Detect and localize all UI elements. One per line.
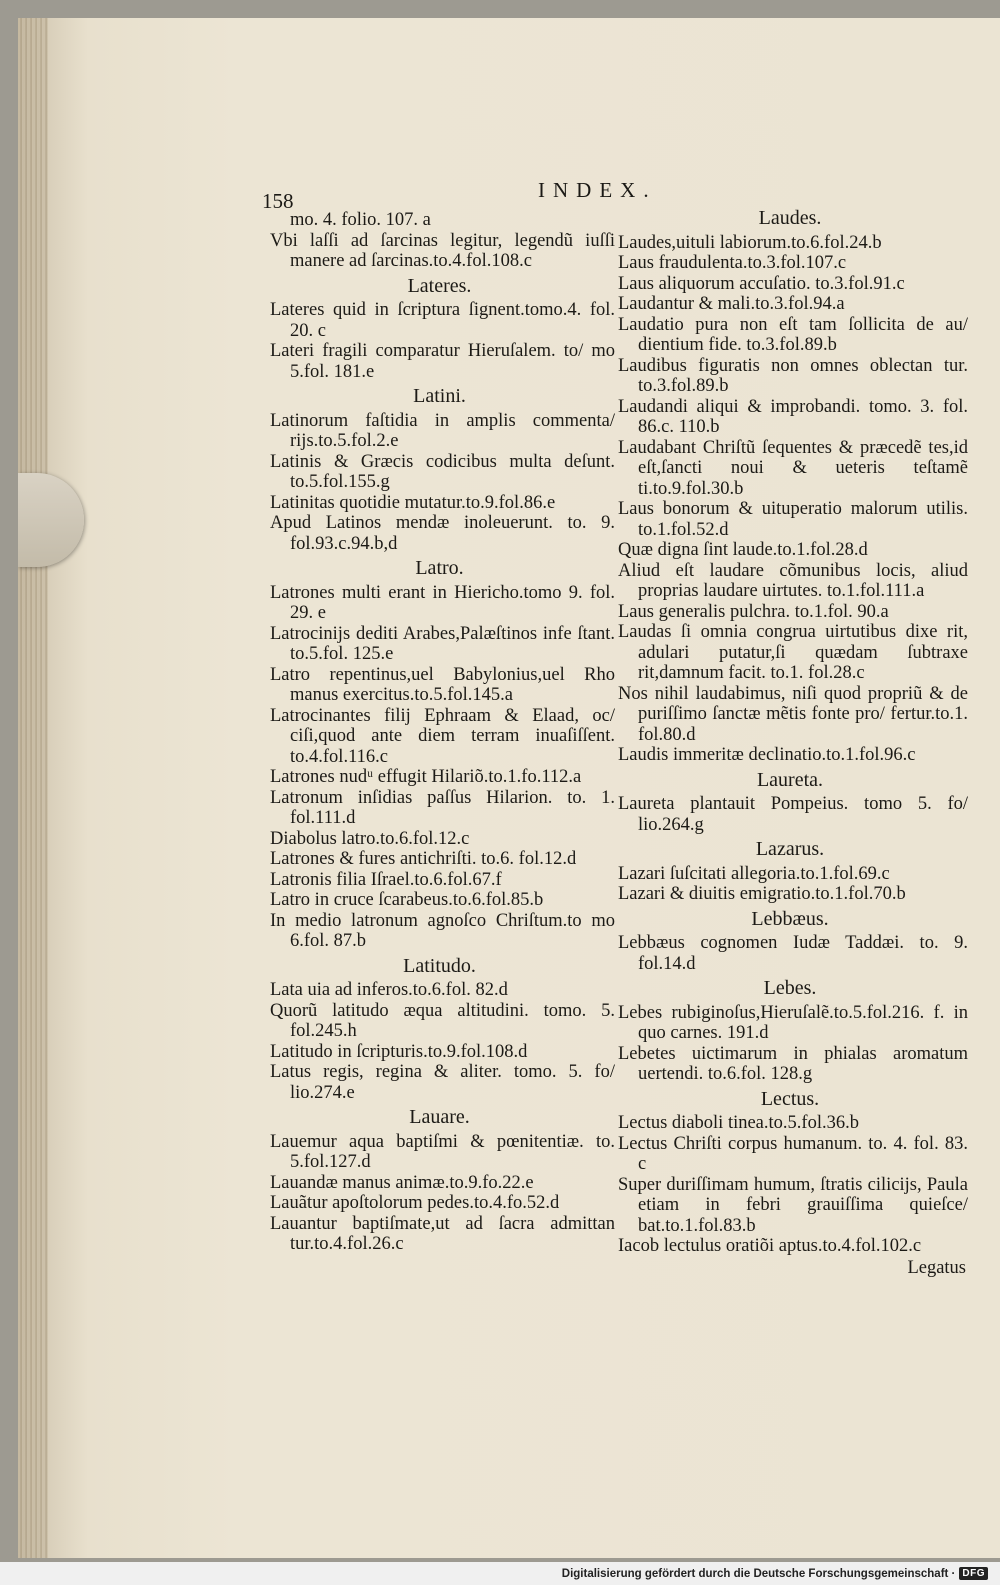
- index-heading: Lauare.: [409, 1106, 470, 1128]
- index-entry: Laureta plantauit Pompeius. tomo 5. fo/ lio.264.g: [618, 794, 968, 835]
- index-entry: Latus regis, regina & aliter. tomo. 5. fo/ lio.274.e: [270, 1062, 615, 1103]
- index-entry: Lauandæ manus animæ.to.9.fo.22.e: [270, 1172, 534, 1193]
- index-entry: Vbi laſſi ad ſarcinas legitur, legendũ iuſſi manere ad ſarcinas.to.4.fol.108.c: [270, 230, 615, 271]
- index-entry: Laudabant Chriſtũ ſequentes & præcedẽ tes,id eſt,ſancti noui & ueteris teſtamẽ ti.to.9.fol.30.b: [618, 437, 968, 499]
- index-entry: Lazari ſuſcitati allegoria.to.1.fol.69.c: [618, 863, 890, 884]
- index-entry: Latro repentinus,uel Babylonius,uel Rho manus exercitus.to.5.fol.145.a: [270, 664, 615, 705]
- index-entry: Lateres quid in ſcriptura ſignent.tomo.4. fol. 20. c: [270, 300, 615, 341]
- index-entry: Laudibus figuratis non omnes oblectan tur. to.3.fol.89.b: [618, 355, 968, 396]
- index-entry: Super duriſſimam humum, ſtratis cilicijs, Paula etiam in febri grauiſſima quieſce/ bat.to.1.fol.83.b: [618, 1174, 968, 1236]
- index-heading: Laudes.: [758, 207, 822, 229]
- index-entry: Latinorum faſtidia in amplis commenta/ rijs.to.5.fol.2.e: [270, 410, 615, 451]
- page-edge-stack: [18, 18, 48, 1558]
- dfg-logo: DFG: [959, 1567, 988, 1580]
- index-heading: Lebbæus.: [751, 907, 829, 930]
- book-page: [18, 18, 1000, 1558]
- index-entry: Laus aliquorum accuſatio. to.3.fol.91.c: [618, 273, 905, 294]
- index-entry: Latinis & Græcis codicibus multa deſunt. to.5.fol.155.g: [270, 451, 615, 492]
- index-entry: Lebetes uictimarum in phialas aromatum uertendi. to.6.fol. 128.g: [618, 1043, 968, 1084]
- index-heading: Latini.: [413, 385, 466, 407]
- index-entry: Lebes rubiginoſus,Hieruſalẽ.to.5.fol.216. f. in quo carnes. 191.d: [618, 1002, 968, 1043]
- index-entry: Lauãtur apoſtolorum pedes.to.4.fo.52.d: [270, 1193, 560, 1213]
- index-heading: Lectus.: [760, 1087, 820, 1110]
- index-entry: Lebbæus cognomen Iudæ Taddæi. to. 9. fol.14.d: [618, 933, 968, 974]
- index-entry: Aliud eſt laudare cõmunibus locis, aliud proprias laudare uirtutes. to.1.fol.111.a: [618, 560, 968, 601]
- index-entry: Lauemur aqua baptiſmi & pœnitentiæ. to. 5.fol.127.d: [270, 1131, 615, 1172]
- index-entry: Laudas ſi omnia congrua uirtutibus dixe rit, adulari putatur,ſi quædam ſubtraxe rit,damnum facit. to.1. fol.28.c: [618, 622, 968, 683]
- index-heading: Latitudo.: [403, 954, 476, 977]
- index-entry: Lata uia ad inferos.to.6.fol. 82.d: [270, 980, 508, 1000]
- index-entry: Quorũ latitudo æqua altitudini. tomo. 5. fol.245.h: [270, 1000, 615, 1041]
- index-heading: Lazarus.: [755, 838, 825, 860]
- index-entry: Diabolus latro.to.6.fol.12.c: [270, 828, 470, 849]
- index-heading: Lebes.: [763, 977, 817, 999]
- index-entry: Laus fraudulenta.to.3.fol.107.c: [618, 253, 847, 273]
- index-entry: Latinitas quotidie mutatur.to.9.fol.86.e: [270, 492, 556, 513]
- index-entry: Nos nihil laudabimus, niſi quod propriũ & de puriſſimo ſanctæ mẽtis fonte pro/ fertur.to.1. fol.80.d: [618, 683, 968, 745]
- index-entry-continuation: mo. 4. folio. 107. a: [290, 210, 431, 230]
- index-entry: Laus generalis pulchra. to.1.fol. 90.a: [618, 601, 889, 622]
- index-entry: Latrones & fures antichriſti. to.6. fol.12.d: [270, 849, 577, 869]
- index-entry: Laudantur & mali.to.3.fol.94.a: [618, 294, 845, 314]
- index-heading: Laureta.: [756, 768, 824, 791]
- index-entry: Lateri fragili comparatur Hieruſalem. to/ mo 5.fol. 181.e: [270, 341, 615, 382]
- index-entry: Laudis immeritæ declinatio.to.1.fol.96.c: [618, 745, 916, 765]
- right-column: [618, 208, 968, 1278]
- index-entry: Lectus Chriſti corpus humanum. to. 4. fol. 83. c: [618, 1133, 968, 1174]
- index-entry: Iacob lectulus oratiõi aptus.to.4.fol.102.c: [618, 1236, 922, 1256]
- footer-bar: [0, 1562, 1000, 1585]
- index-entry: Latronis filia Iſrael.to.6.fol.67.f: [270, 869, 502, 890]
- index-entry: Laudes,uituli labiorum.to.6.fol.24.b: [618, 232, 882, 253]
- book-clasp: [18, 473, 84, 567]
- index-entry: Laus bonorum & uituperatio malorum utilis. to.1.fol.52.d: [618, 499, 968, 540]
- index-heading: Latro.: [415, 557, 464, 579]
- index-entry: Latrocinantes filij Ephraam & Elaad, oc/ ciſi,quod ante diem terram inuaſiſſent. to.4.fol.116.c: [270, 705, 615, 767]
- index-heading: Lateres.: [407, 274, 472, 297]
- funding-notice: Digitalisierung gefördert durch die Deutsche Forschungsgemeinschaft ·: [561, 1567, 956, 1580]
- index-entry: Latronum inſidias paſſus Hilarion. to. 1. fol.111.d: [270, 787, 615, 828]
- index-entry: Latitudo in ſcripturis.to.9.fol.108.d: [270, 1041, 528, 1062]
- index-entry: Lauantur baptiſmate,ut ad ſacra admittan tur.to.4.fol.26.c: [270, 1213, 615, 1254]
- index-entry: In medio latronum agnoſco Chriſtum.to mo 6.fol. 87.b: [270, 910, 615, 951]
- left-column: [270, 210, 615, 1255]
- running-head: INDEX.: [538, 178, 657, 202]
- index-entry: Latrones multi erant in Hiericho.tomo 9. fol. 29. e: [270, 582, 615, 623]
- index-entry: Quæ digna ſint laude.to.1.fol.28.d: [618, 540, 868, 560]
- index-entry: Laudandi aliqui & improbandi. tomo. 3. fol. 86.c. 110.b: [618, 396, 968, 437]
- page-number: 158: [262, 189, 294, 213]
- index-entry: Apud Latinos mendæ inoleuerunt. to. 9. fol.93.c.94.b,d: [270, 513, 615, 554]
- index-entry: Latro in cruce ſcarabeus.to.6.fol.85.b: [270, 890, 544, 910]
- index-entry: Lazari & diuitis emigratio.to.1.fol.70.b: [618, 884, 906, 904]
- index-entry: Latrones nudᵘ effugit Hilariõ.to.1.fo.112.a: [270, 767, 582, 787]
- index-entry: Laudatio pura non eſt tam ſollicita de au/ dientium fide. to.3.fol.89.b: [618, 314, 968, 355]
- catchword: Legatus: [907, 1257, 966, 1278]
- index-entry: Lectus diaboli tinea.to.5.fol.36.b: [618, 1113, 859, 1133]
- index-entry: Latrocinijs dediti Arabes,Palæſtinos infe ſtant. to.5.fol. 125.e: [270, 623, 615, 664]
